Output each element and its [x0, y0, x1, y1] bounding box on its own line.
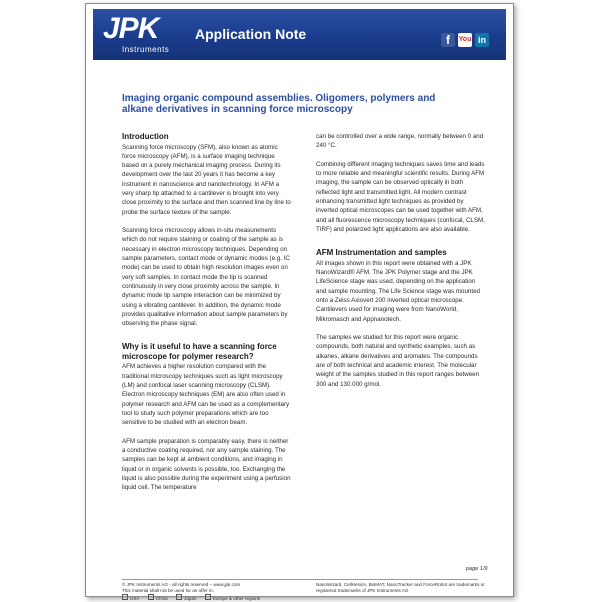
linkedin-icon[interactable]: in — [475, 33, 489, 47]
paragraph-spacer — [122, 328, 292, 342]
footer-trademark: NanoWizard, CellHesion, BioMAT, NanoTracker and ForceRobot are trademarks or registered trademarks of JPK Instruments AG — [316, 582, 485, 593]
paragraph: Combining different imaging techniques saves time and leads to more reliable and meaningful scientific results. During AFM imaging, the sample can be observed optically in both reflected light and transmitted light. All modern contrast enhancing transmitted light techniques as provided by inverted optical microscopes can be used together with AFM, and all fluorescence microscopy techniques (confocal, CLSM, TIRF) and polarized light applications are also available. — [316, 160, 485, 233]
paragraph: AFM achieves a higher resolution compared with the traditional microscopy techniques such as light microscopy (LM) and confocal laser scanning microscopy (CLSM). Electron microscopy techniques (EM) are also often used in polymer research and AFM can be used as a complementary tool to study such polymer preparations which are too sensitive to be studied with an electron beam. — [122, 363, 290, 427]
checkbox-icon — [176, 594, 182, 600]
region-option: Europe & other regions — [205, 596, 260, 601]
footer-copyright: © JPK Instruments AG - all rights reserved – www.jpk.com — [122, 582, 241, 587]
logo-mark: JPK — [103, 12, 159, 45]
paragraph: AFM sample preparation is comparably easy, there is neither a conductive coating required, nor any sample staining. The samples can be kept at ambient conditions, and imaging in liquid or in organic solvents is possible, too. Exchanging the liquid is also possible during the experiment using a perfusion liquid cell. The temperature — [122, 437, 291, 492]
document-page — [85, 3, 514, 601]
footer-disclaimer: This material shall not be used for an offer in: — [122, 588, 214, 593]
paragraph-spacer — [316, 324, 486, 333]
paragraph-spacer — [122, 428, 292, 437]
region-option: Japan — [176, 596, 197, 601]
paragraph: can be controlled over a wide range, normally between 0 and 240 °C. — [316, 133, 484, 150]
paragraph-spacer — [122, 217, 292, 226]
footer-left — [122, 582, 292, 602]
checkbox-icon — [122, 594, 128, 600]
youtube-icon[interactable]: You — [458, 33, 472, 47]
section-heading: Introduction — [122, 132, 169, 141]
paragraph-spacer — [316, 151, 486, 160]
region-option: China — [148, 596, 168, 601]
paragraph: Scanning force microscopy allows in-situ measurements which do not require staining or coating of the sample as is necessary in electron microscopy techniques. Depending on sample parameters, contact mode or dynamic modes (e.g. IC mode) can be used to obtain high resolution images even on very soft samples. In contact mode the tip is scanned continuously in very close proximity across the sample. In dynamic mode tip sample interaction can be minimized by using a vibrating cantilever. In addition, the dynamic mode provides qualitative information about sample parameters by observing the phase signal. — [122, 227, 290, 328]
section-heading: Why is it useful to have a scanning force microscope for polymer research? — [122, 342, 277, 361]
facebook-icon[interactable]: f — [441, 33, 455, 47]
footer-regions — [122, 594, 292, 602]
section-heading: AFM Instrumentation and samples — [316, 248, 447, 258]
paragraph: Scanning force microscopy (SFM), also known as atomic force microscopy (AFM), is a surface imaging technique based on a purely mechanical imaging process. During its development over the last 20 years it has become a key instrument in nanoscience and nanotechnology. In AFM a very sharp tip attached to a cantilever is brought into very close proximity to the surface and then scanned line by line to probe the surface texture of the sample. — [122, 143, 291, 216]
banner-title: Application Note — [195, 26, 307, 42]
footer-divider — [122, 579, 478, 580]
region-option: USA — [122, 596, 139, 601]
paragraph-spacer — [316, 234, 486, 248]
paragraph: All images shown in this report were obtained with a JPK NanoWizard® AFM. The JPK Polymer stage and the JPK LifeScience stage was used, depending on the application and sample mounting. The Life Science stage was mounted onto a Zeiss Axiovert 200 inverted optical microscope. Cantilevers used for imaging were from NanoWorld, Mikromasch and Appnanotech. — [316, 259, 480, 323]
checkbox-icon — [205, 594, 211, 600]
jpk-logo — [103, 14, 181, 56]
checkbox-icon — [148, 594, 154, 600]
right-column — [316, 132, 486, 389]
page-number: page 1/9 — [466, 566, 488, 572]
left-column — [122, 132, 292, 493]
paragraph: The samples we studied for this report were organic compounds, both natural and synthetic examples, such as alkanes, alkane derivatives and aromates. The compounds are of both technical and academic interest. The molecular weight of the samples studied in this report ranges between 300 and 130.000 g/mol. — [316, 334, 480, 388]
logo-subtitle: Instruments — [122, 45, 170, 54]
header-banner — [93, 9, 506, 60]
document-title: Imaging organic compound assemblies. Oligomers, polymers and alkane derivatives in scanning force microscopy — [122, 93, 436, 115]
